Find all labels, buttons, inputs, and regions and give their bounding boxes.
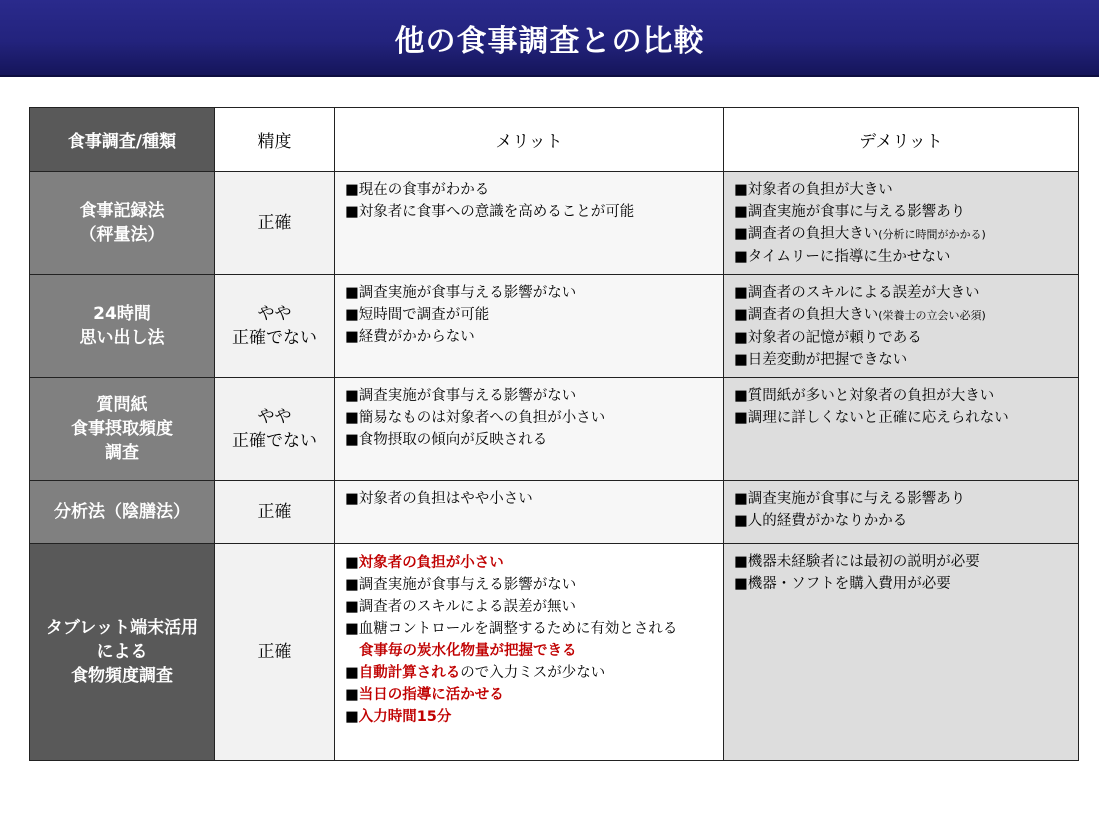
accuracy-line: 正確でない xyxy=(232,328,317,348)
accuracy-line: 正確 xyxy=(257,642,292,662)
accuracy-line: やや xyxy=(257,407,292,427)
header-row xyxy=(30,108,1079,172)
table-row xyxy=(30,481,1079,544)
method-name-line: （秤量法） xyxy=(79,225,165,245)
title-bar xyxy=(0,0,1099,77)
merit-item xyxy=(345,574,715,596)
table-row xyxy=(30,275,1079,378)
demerit-item: ■日差変動が把握できない xyxy=(734,352,908,368)
merit-item: ■調査実施が食事与える影響がない xyxy=(345,285,577,301)
merit-highlight: 食事毎の炭水化物量が把握できる xyxy=(359,643,577,659)
merit-highlight: 当日の指導に活かせる xyxy=(358,687,504,703)
merit-bullet: ■ xyxy=(345,687,359,703)
merit-item xyxy=(345,706,715,728)
merit-cell xyxy=(335,275,724,378)
table-row xyxy=(30,378,1079,481)
merit-item: ■簡易なものは対象者への負担が小さい xyxy=(345,410,606,426)
merit-cell xyxy=(335,172,724,275)
merit-bullet: ■ xyxy=(345,599,359,615)
method-name-line: 24時間 xyxy=(93,304,151,324)
accuracy-cell xyxy=(215,544,335,761)
demerit-item-note: (分析に時間がかかる) xyxy=(878,228,986,241)
demerit-item: ■対象者の負担が大きい xyxy=(734,182,893,198)
demerit-item xyxy=(734,223,1070,246)
demerit-item: ■機器・ソフトを購入費用が必要 xyxy=(734,576,951,592)
method-name xyxy=(30,172,215,275)
merit-item: ■対象者の負担はやや小さい xyxy=(345,491,533,507)
merit-highlight: 対象者の負担が小さい xyxy=(358,555,504,571)
merit-text: 調査者のスキルによる誤差が無い xyxy=(358,599,577,615)
merit-item xyxy=(345,640,715,662)
header-type: 食事調査/種類 xyxy=(30,108,215,172)
merit-item: ■現在の食事がわかる xyxy=(345,182,490,198)
method-name-line: 質問紙 xyxy=(96,395,148,415)
method-name-line: 食事記録法 xyxy=(79,201,165,221)
merit-highlight: 自動計算される xyxy=(358,665,461,681)
merit-item xyxy=(345,662,715,684)
merit-cell xyxy=(335,544,724,761)
accuracy-line: 正確でない xyxy=(232,431,317,451)
demerit-cell xyxy=(724,275,1079,378)
merit-item: ■経費がかからない xyxy=(345,329,475,345)
accuracy-cell xyxy=(215,172,335,275)
demerit-cell xyxy=(724,172,1079,275)
merit-text: ので入力ミスが少ない xyxy=(460,665,606,681)
demerit-item: ■調査実施が食事に与える影響あり xyxy=(734,204,966,220)
merit-item xyxy=(345,684,715,706)
table-row xyxy=(30,172,1079,275)
method-name-line: 分析法（陰膳法） xyxy=(54,502,190,522)
method-name-line: 食物頻度調査 xyxy=(71,666,173,686)
demerit-item-note: (栄養士の立会い必須) xyxy=(878,309,986,322)
table-row xyxy=(30,544,1079,761)
merit-bullet: ■ xyxy=(345,577,359,593)
method-name xyxy=(30,481,215,544)
accuracy-line: やや xyxy=(257,304,292,324)
demerit-item: ■調査者のスキルによる誤差が大きい xyxy=(734,285,980,301)
accuracy-cell xyxy=(215,378,335,481)
demerit-item-text: ■調査者の負担大きい xyxy=(734,307,879,323)
accuracy-cell xyxy=(215,275,335,378)
merit-item xyxy=(345,596,715,618)
demerit-item: ■調査実施が食事に与える影響あり xyxy=(734,491,966,507)
demerit-item: ■質問紙が多いと対象者の負担が大きい xyxy=(734,388,995,404)
method-name xyxy=(30,378,215,481)
demerit-item-text: ■調査者の負担大きい xyxy=(734,226,879,242)
accuracy-line: 正確 xyxy=(257,213,292,233)
merit-item: ■調査実施が食事与える影響がない xyxy=(345,388,577,404)
demerit-cell xyxy=(724,481,1079,544)
demerit-item: ■調理に詳しくないと正確に応えられない xyxy=(734,410,1009,426)
method-name-line: 食事摂取頻度 xyxy=(71,419,173,439)
demerit-cell xyxy=(724,544,1079,761)
header-merit: メリット xyxy=(335,108,724,172)
accuracy-line: 正確 xyxy=(257,502,292,522)
method-name xyxy=(30,275,215,378)
merit-highlight: 入力時間15分 xyxy=(358,709,452,725)
demerit-item: ■機器未経験者には最初の説明が必要 xyxy=(734,554,980,570)
header-accuracy: 精度 xyxy=(215,108,335,172)
merit-cell xyxy=(335,481,724,544)
demerit-item: ■対象者の記憶が頼りである xyxy=(734,330,922,346)
merit-cell xyxy=(335,378,724,481)
page-title: 他の食事調査との比較 xyxy=(394,23,705,59)
merit-text: 血糖コントロールを調整するために有効とされる xyxy=(358,621,678,637)
merit-bullet: ■ xyxy=(345,709,359,725)
demerit-item: ■人的経費がかなりかかる xyxy=(734,513,908,529)
merit-bullet: ■ xyxy=(345,665,359,681)
merit-text: 調査実施が食事与える影響がない xyxy=(358,577,577,593)
merit-item xyxy=(345,552,715,574)
merit-bullet: ■ xyxy=(345,555,359,571)
comparison-table xyxy=(29,107,1079,761)
merit-bullet: ■ xyxy=(345,621,359,637)
method-name-line: 調査 xyxy=(105,443,139,463)
method-name-line: による xyxy=(96,642,148,662)
merit-item: ■短時間で調査が可能 xyxy=(345,307,490,323)
merit-item: ■食物摂取の傾向が反映される xyxy=(345,432,548,448)
method-name-line: タブレット端末活用 xyxy=(45,618,199,638)
demerit-item xyxy=(734,304,1070,327)
method-name-line: 思い出し法 xyxy=(79,328,165,348)
demerit-cell xyxy=(724,378,1079,481)
merit-item xyxy=(345,618,715,640)
demerit-item: ■タイムリーに指導に生かせない xyxy=(734,249,951,265)
accuracy-cell xyxy=(215,481,335,544)
method-name xyxy=(30,544,215,761)
merit-item: ■対象者に食事への意識を高めることが可能 xyxy=(345,204,635,220)
header-demerit: デメリット xyxy=(724,108,1079,172)
